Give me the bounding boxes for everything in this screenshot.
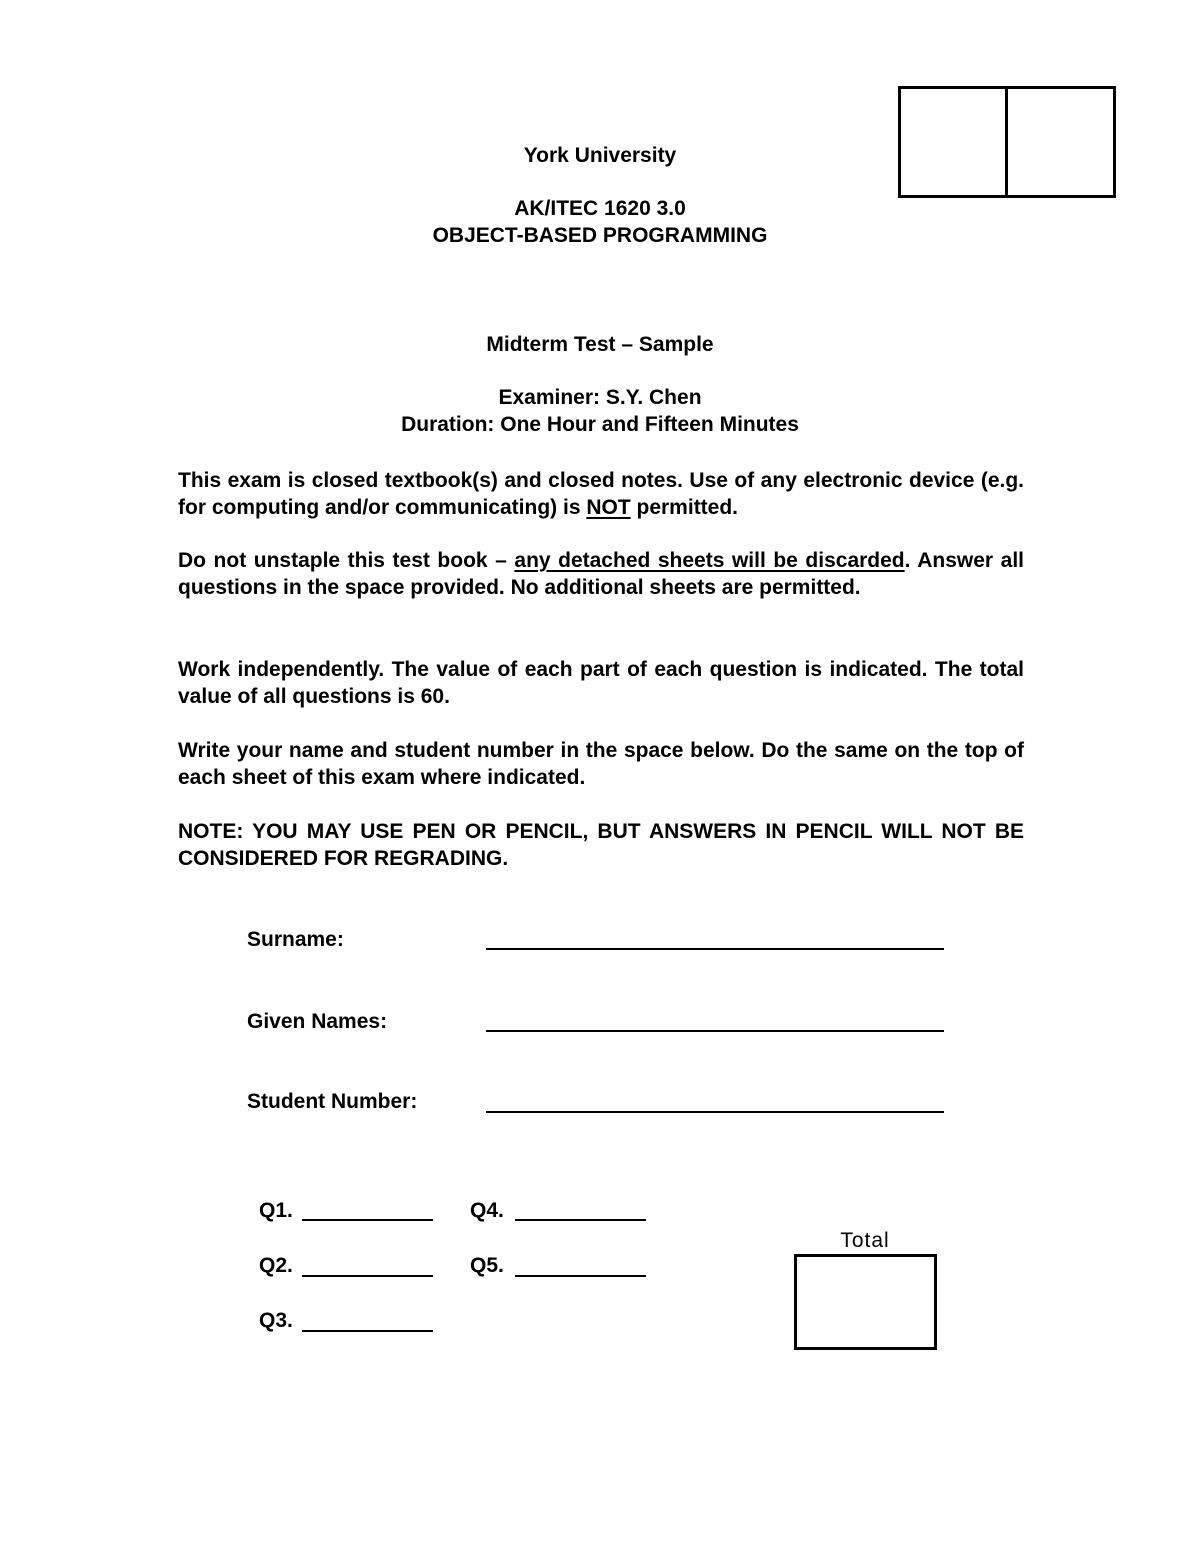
q5-label: Q5.: [470, 1254, 504, 1277]
q3-score-field[interactable]: [302, 1330, 433, 1332]
given-names-field[interactable]: [486, 1030, 944, 1032]
q1-score-field[interactable]: [302, 1219, 433, 1221]
examiner: Examiner: S.Y. Chen: [498, 386, 702, 409]
duration: Duration: One Hour and Fifteen Minutes: [401, 413, 799, 436]
surname-label: Surname:: [247, 928, 344, 951]
instruction-text: permitted.: [630, 496, 739, 519]
student-number-label: Student Number:: [247, 1090, 418, 1113]
instruction-work-independently: Work independently. The value of each part of each question is indicated. The total value of all questions is 60.: [178, 658, 1024, 708]
instruction-text: This exam is closed textbook(s) and closed notes. Use of any electronic device (e.g. for computing and/or communicating) is: [178, 469, 1024, 519]
total-score-box[interactable]: [794, 1254, 937, 1350]
instruction-note: NOTE: YOU MAY USE PEN OR PENCIL, BUT ANSWERS IN PENCIL WILL NOT BE CONSIDERED FOR REGRADING.: [178, 820, 1024, 870]
total-label: Total: [840, 1229, 890, 1252]
course-name: OBJECT-BASED PROGRAMMING: [432, 224, 768, 247]
q4-label: Q4.: [470, 1199, 504, 1222]
corner-mark-box: [898, 86, 1116, 198]
given-names-label: Given Names:: [247, 1010, 388, 1033]
corner-mark-divider: [1005, 89, 1008, 195]
instruction-write-name: Write your name and student number in the space below. Do the same on the top of each sheet of this exam where indicated.: [178, 739, 1024, 789]
instruction-emphasis: any detached sheets will be discarded: [514, 549, 905, 572]
university-name: York University: [523, 144, 677, 167]
test-title: Midterm Test – Sample: [486, 333, 714, 356]
q2-score-field[interactable]: [302, 1275, 433, 1277]
instruction-emphasis: NOT: [586, 496, 631, 519]
q1-label: Q1.: [259, 1199, 293, 1222]
instruction-closed-book: [178, 467, 1024, 521]
student-number-field[interactable]: [486, 1111, 944, 1113]
q4-score-field[interactable]: [515, 1219, 646, 1221]
surname-field[interactable]: [486, 948, 944, 950]
q2-label: Q2.: [259, 1254, 293, 1277]
instruction-unstaple: [178, 547, 1024, 601]
q5-score-field[interactable]: [515, 1275, 646, 1277]
instruction-text: . Answer all questions in the space provided. No additional sheets are permitted.: [178, 549, 1024, 599]
q3-label: Q3.: [259, 1309, 293, 1332]
course-code: AK/ITEC 1620 3.0: [514, 197, 686, 220]
instruction-text: Do not unstaple this test book –: [178, 549, 515, 572]
